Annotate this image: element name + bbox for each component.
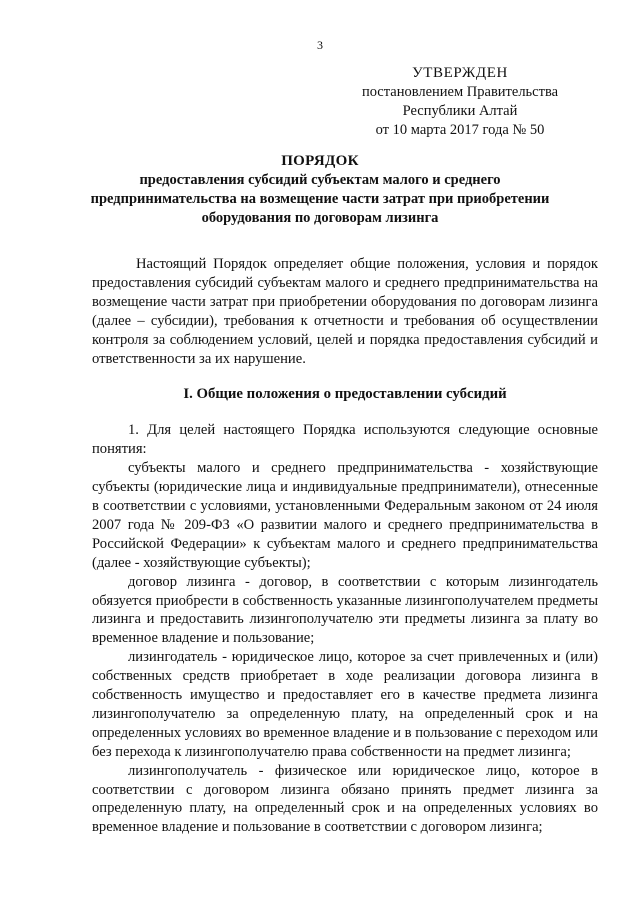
approval-line-4: от 10 марта 2017 года № 50 xyxy=(375,122,545,138)
approval-line-2: постановлением Правительства xyxy=(361,84,559,100)
page-number: 3 xyxy=(317,38,323,52)
definition-leasing-contract: договор лизинга - договор, в соответствии с которым лизингодатель обязуется приобрести в собственность указанные лизингополучателем предметы лизинга и предоставить лизингополучателю эти предметы лизинга за плату во временное владение и пользование; xyxy=(92,573,598,647)
document-title-block xyxy=(70,152,570,228)
definition-smb: субъекты малого и среднего предпринимательства - хозяйствующие субъекты (юридические лица и индивидуальные предприниматели), отнесенные в соответствии с условиями, установленными Федеральным законом от 24 июля 2007 года № 209-ФЗ «О развитии малого и среднего предпринимательства в Российской Федерации» к субъектам малого и среднего предпринимательства (далее - хозяйствующие субъекты); xyxy=(92,460,598,571)
definition-lessor: лизингодатель - юридическое лицо, которое за счет привлеченных и (или) собственных средств приобретает в ходе реализации договора лизинга в собственность имущество и предоставляет его в качестве предмета лизинга лизингополучателю за определенную плату, на определенный срок и на определенных условиях во временное владение и в пользование с переходом или без перехода к лизингополучателю права собственности на предмет лизинга; xyxy=(92,649,598,760)
definition-lessee: лизингополучатель - физическое или юридическое лицо, которое в соответствии с договором лизинга обязано принять предмет лизинга за определенную плату, на определенный срок и на определенных условиях во временное владение и пользование в соответствии с договором лизинга; xyxy=(92,762,598,836)
document-subtitle-line-1: предоставления субсидий субъектам малого и среднего xyxy=(139,172,501,188)
approval-title: УТВЕРЖДЕН xyxy=(412,65,508,81)
document-body xyxy=(92,255,598,837)
document-title: ПОРЯДОК xyxy=(281,153,359,169)
document-subtitle-line-3: оборудования по договорам лизинга xyxy=(201,210,439,226)
approval-line-3: Республики Алтай xyxy=(402,103,518,119)
intro-paragraph: Настоящий Порядок определяет общие положения, условия и порядок предоставления субсидий субъектам малого и среднего предпринимательства на возмещение части затрат при приобретении оборудования по договорам лизинга (далее – субсидии), требования к отчетности и требования об осуществлении контроля за соблюдением условий, целей и порядка предоставления субсидий и ответственности за их нарушение. xyxy=(92,256,598,367)
approval-stamp xyxy=(360,64,560,140)
document-subtitle-line-2: предпринимательства на возмещение части затрат при приобретении xyxy=(90,191,550,207)
paragraph-1: 1. Для целей настоящего Порядка используются следующие основные понятия: xyxy=(92,422,598,458)
section-heading: I. Общие положения о предоставлении субсидий xyxy=(183,386,507,403)
